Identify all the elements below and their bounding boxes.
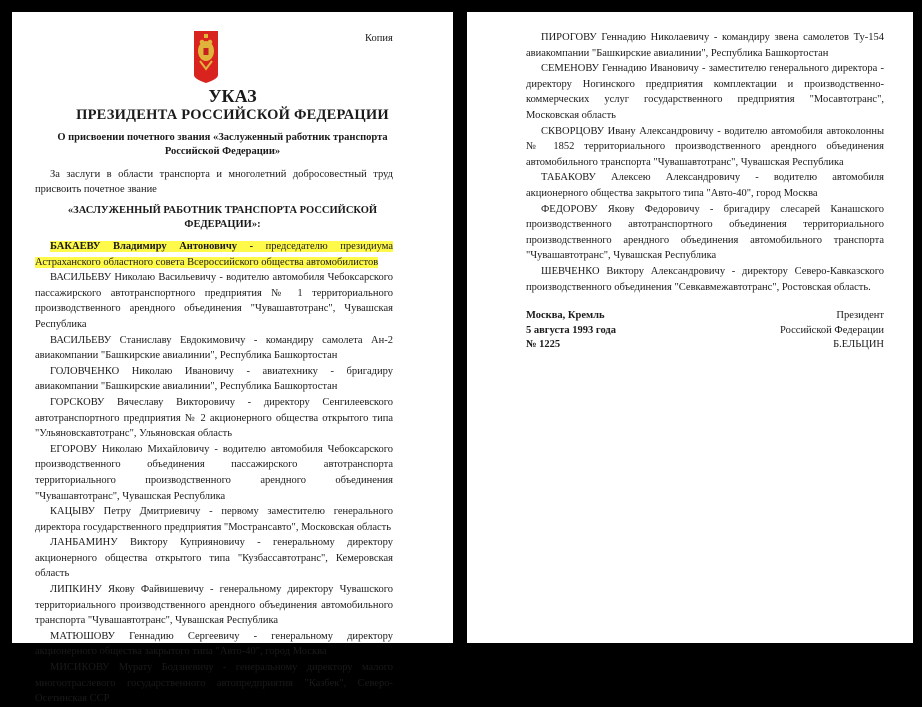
awardee-position: - первому заместителю генерального директора государственного предприятия "Мострансавто", Московская область [35,506,393,533]
awardee-entry [35,364,393,395]
awardee-entry [35,582,393,629]
coat-of-arms-emblem-icon [194,31,218,83]
awardee-name: ЛИПКИНУ Якову Файвишевичу [50,584,204,596]
awardee-position: - генеральному директору малого многоотраслевого государственного автопредприятия "Казбек", Северо-Осетинская ССР [35,662,393,705]
awardee-position: - бригадиру слесарей Канашского производственного автотранспортного объединения территориального производственного арендного объединения автомобильного транспорта "Чувашавтотранс", Чувашская Республика [526,203,884,262]
awardee-entry [35,535,393,582]
awardee-position: - водителю автомобиля Чебоксарского производственного объединения пассажирского автотранспорта территориального производственного арендного объединения "Чувашавтотранс", Чувашская Республика [35,443,394,502]
awardee-name: БАКАЕВУ Владимиру Антоновичу - [50,241,254,252]
awardee-entry [526,61,884,123]
document-page-2 [467,12,913,643]
awardee-name: МАТЮШОВУ Геннадию Сергеевичу [50,630,240,642]
awardee-entry [35,660,393,707]
awardee-position: - генеральному директору акционерного общества открытого типа "Кузбассавтотранс", Кемеровская область [35,537,393,580]
award-title: «ЗАСЛУЖЕННЫЙ РАБОТНИК ТРАНСПОРТА РОССИЙСКОЙ ФЕДЕРАЦИИ»: [67,205,378,230]
awardee-position: - заместителю генерального директора - директору Ногинского предприятия комплектации и производственно-коммерческих услуг государственного предприятия "Мосавтотранс", Московская область [526,63,884,121]
awardee-name: ГОЛОВЧЕНКО Николаю Ивановичу [50,365,234,377]
awardee-position: - командиру звена самолетов Ту-154 авиакомпании "Башкирские авиалинии", Республика Башкортостан [526,32,884,59]
awardee-entry [35,442,393,504]
awardee-name: СЕМЕНОВУ Геннадию Ивановичу [541,63,699,75]
awardee-name: ГОРСКОВУ Вячеславу Викторовичу [50,396,235,408]
awardee-position: - директору Сенгилеевского автотранспортного предприятия № 2 акционерного общества открытого типа "Ульяновскавтотранс", Ульяновская область [35,396,393,440]
awardee-entry [526,170,884,201]
document-title: УКАЗ [208,86,257,106]
awardee-name: МИСИКОВУ Мурату Бодзиевичу [50,662,214,674]
awardee-list [35,239,393,707]
awardee-name: ПИРОГОВУ Геннадию Николаевичу [541,32,710,43]
awardee-name: СКВОРЦОВУ Ивану Александровичу [541,125,714,137]
awardee-list [526,30,884,295]
awardee-entry [35,333,393,364]
signatory-title-country: Российской Федерации [780,324,884,336]
awardee-position: - директору Северо-Кавказского производственного объединения "Севкавмежавтотранс", Ростовская область. [526,265,884,293]
awardee-position: - водителю автомобиля акционерного общества закрытого типа "Авто-40", город Москва [526,172,884,199]
awardee-entry [526,202,884,264]
awardee-entry [35,239,393,270]
awardee-entry [35,504,393,535]
awardee-position: председателю президиума Астраханского областного совета Всероссийского общества автомобилистов [35,241,394,268]
signatory-block [780,309,884,353]
awardee-position: - авиатехнику - бригадиру авиакомпании "Башкирские авиалинии", Республика Башкортостан [35,365,393,393]
awardee-name: ВАСИЛЬЕВУ Станиславу Евдокимовичу [50,334,246,346]
awardee-name: ЛАНБАМИНУ Виктору Куприяновичу [50,537,245,549]
copy-label: Копия [365,33,393,44]
awardee-name: ЕГОРОВУ Николаю Михайловичу [50,443,210,455]
awardee-entry [526,124,884,171]
document-issuer: ПРЕЗИДЕНТА РОССИЙСКОЙ ФЕДЕРАЦИИ [76,107,389,123]
awardee-entry [35,270,393,332]
awardee-name: ТАБАКОВУ Алексею Александровичу [541,172,741,184]
place-date-block [526,309,616,353]
signatory-name: Б.ЕЛЬЦИН [833,339,884,351]
awardee-name: ФЕДОРОВУ Якову Федоровичу [541,203,700,215]
awardee-position: - командиру самолета Ан-2 авиакомпании "Башкирские авиалинии", Республика Башкортостан [35,334,393,362]
awardee-name: КАЦЫВУ Петру Дмитриевичу [50,506,201,518]
awardee-position: - водителю автомобиля автоколонны № 1852 территориального производственного арендного объединения автомобильного транспорта "Чувашавтотранс", Чувашская Республика [526,125,884,168]
signatory-title: Президент [836,310,884,322]
awardee-entry [526,30,884,61]
document-subject: О присвоении почетного звания «Заслуженный работник транспорта Российской Федерации» [57,132,388,157]
date: 5 августа 1993 года [526,324,616,336]
signature-block [526,309,884,353]
awardee-position: - генеральному директору Чувашского территориального производственного арендного объединения автомобильного транспорта "Чувашавтотранс", Чувашская Республика [35,584,393,627]
awardee-name: ШЕВЧЕНКО Виктору Александровичу [541,265,726,277]
intro-paragraph: За заслуги в области транспорта и многолетний добросовестный труд присвоить почетное звание [35,169,393,195]
awardee-entry [35,395,393,442]
awardee-position: - генеральному директору акционерного общества закрытого типа "Авто-40", город Москва [35,630,393,658]
awardee-entry [35,629,393,660]
awardee-position: - водителю автомобиля Чебоксарского пассажирского автотранспортного предприятия № 1 территориального производственного арендного объединения "Чувашавтотранс", Чувашская Республика [35,272,393,330]
place: Москва, Кремль [526,310,605,322]
document-page-1 [12,12,453,705]
decree-number: № 1225 [526,339,561,351]
awardee-entry [526,264,884,295]
awardee-name: ВАСИЛЬЕВУ Николаю Васильевичу [50,272,217,284]
